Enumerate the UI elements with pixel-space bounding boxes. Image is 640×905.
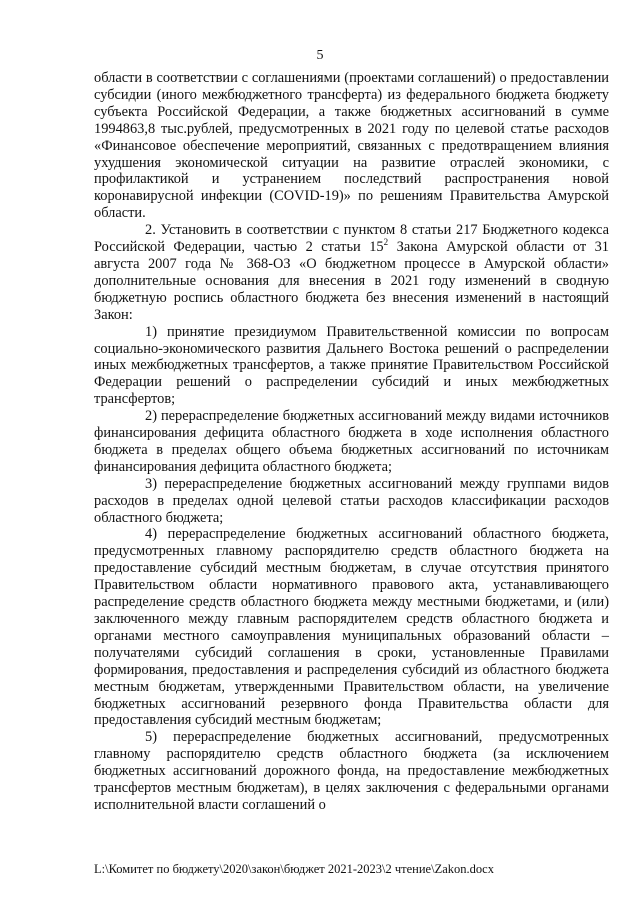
article-superscript: 2 [383, 237, 389, 248]
paragraph-continuation: области в соответствии с соглашениями (проектами соглашений) о предоставлении субсидии (иного межбюджетного трансферта) из федерального бюджета бюджету субъекта Российской Федерации, а также бюджетных ассигнований в сумме 1994863,8 тыс.рублей, предусмотренных в 2021 году по целевой статье расходов «Финансовое обеспечение мероприятий, связанных с предотвращением влияния ухудшения экономической ситуации на развитие отраслей экономики, с профилактикой и устранением последствий распространения новой коронавирусной инфекции (COVID-19)» по решениям Правительства Амурской области. [94, 70, 609, 222]
paragraph-item-2-text-after: Закона Амурской области от 31 августа 2007 года № 368-ОЗ «О бюджетном процессе в Амурской области» дополнительные основания для внесения в 2021 году изменений в сводную бюджетную роспись областного бюджета без внесения изменений в настоящий Закон: [94, 239, 610, 323]
document-body [94, 70, 609, 814]
paragraph-subitem-5: 5) перераспределение бюджетных ассигнований, предусмотренных главному распорядителю средств областного бюджета (за исключением бюджетных ассигнований дорожного фонда, на предоставление межбюджетных трансфертов местным бюджетам), в целях заключения с федеральными органами исполнительной власти соглашений о [94, 729, 609, 813]
paragraph-item-2-text-before: 2. Установить в соответствии с пунктом 8 статьи 217 Бюджетного кодекса Российской Федерации, частью 2 статьи 15 [94, 222, 609, 256]
paragraph-subitem-3: 3) перераспределение бюджетных ассигнований между группами видов расходов в пределах одной целевой статьи расходов классификации расходов областного бюджета; [94, 475, 609, 526]
paragraph-subitem-1: 1) принятие президиумом Правительственной комиссии по вопросам социально-экономического развития Дальнего Востока решений о распределении иных межбюджетных трансфертов, а также принятие Правительством Российской Федерации решений о распределении субсидий и иных межбюджетных трансфертов; [94, 323, 609, 408]
paragraph-subitem-4: 4) перераспределение бюджетных ассигнований областного бюджета, предусмотренных главному распорядителю средств областного бюджета на предоставление субсидий местным бюджетам, в случае отсутствия принятого Правительством области нормативного правового акта, устанавливающего распределение средств областного бюджета между местными бюджетами, и (или) заключенного между главным распорядителем средств областного бюджета и органами местного самоуправления муниципальных образований области – получателями субсидий соглашения в сроки, установленные Правилами формирования, предоставления и распределения субсидий из областного бюджета местным бюджетам, утвержденными Правительством области, на увеличение бюджетных ассигнований резервного фонда Правительства области для предоставления субсидий местным бюджетам; [94, 526, 609, 729]
page-number: 5 [316, 48, 324, 63]
footer-file-path: L:\Комитет по бюджету\2020\закон\бюджет 2021-2023\2 чтение\Zakon.docx [94, 862, 494, 876]
paragraph-item-2 [94, 222, 609, 323]
paragraph-subitem-2: 2) перераспределение бюджетных ассигнований между видами источников финансирования дефицита областного бюджета в ходе исполнения областного бюджета в пределах общего объема бюджетных ассигнований по источникам финансирования дефицита областного бюджета; [94, 408, 609, 475]
